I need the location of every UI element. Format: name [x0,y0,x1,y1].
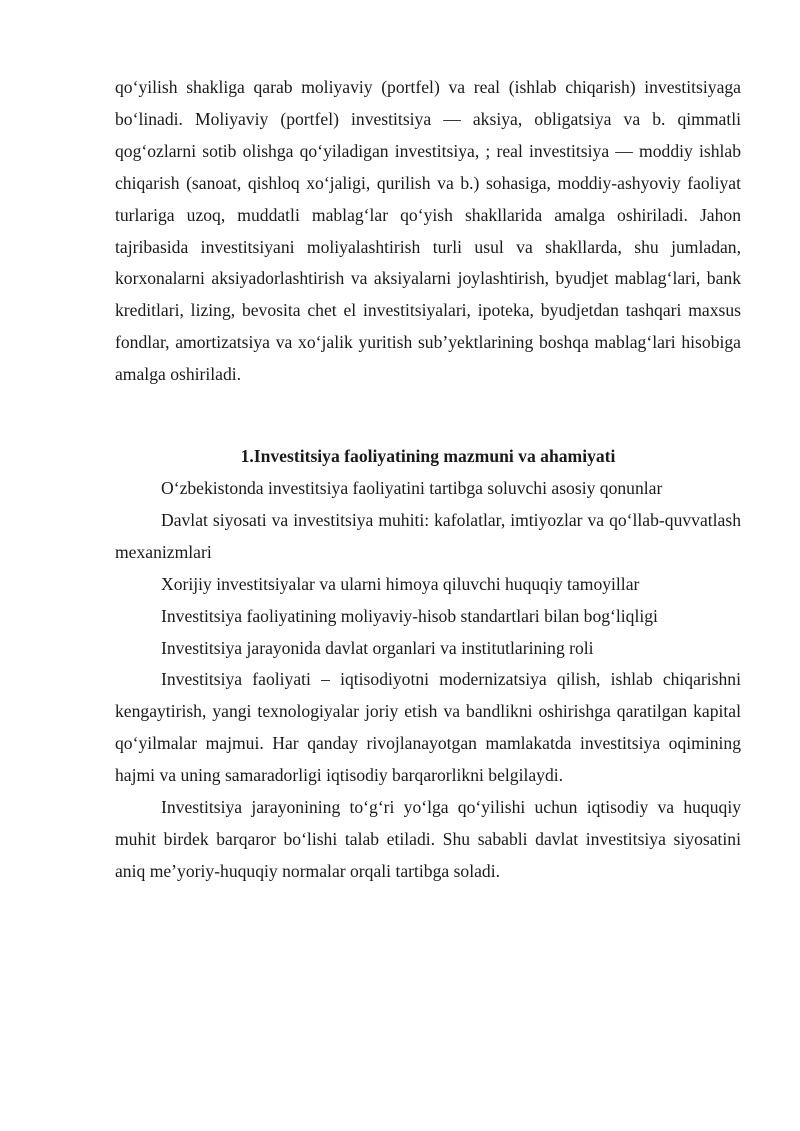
page-content [115,72,741,888]
section-heading: 1.Investitsiya faoliyatining mazmuni va ahamiyati [240,446,616,467]
section-item: Investitsiya jarayonida davlat organlari va institutlarining roli [161,637,594,658]
body-paragraph: Investitsiya jarayonining to‘g‘ri yo‘lga qo‘yilishi uchun iqtisodiy va huquqiy muhit birdek barqaror bo‘lishi talab etiladi. Shu sababli davlat investitsiya siyosatini aniq me’yoriy-huquqiy normalar orqali tartibga soladi. [115,797,741,881]
section-item: Xorijiy investitsiyalar va ularni himoya qiluvchi huquqiy tamoyillar [161,573,640,594]
section-spacer [115,391,741,441]
body-paragraph: Investitsiya faoliyati – iqtisodiyotni modernizatsiya qilish, ishlab chiqarishni kengaytirish, yangi texnologiyalar joriy etish va bandlikni oshirishga qaratilgan kapital qo‘yilmalar majmui. Har qanday rivojlanayotgan mamlakatda investitsiya oqimining hajmi va uning samaradorligi iqtisodiy barqarorlikni belgilaydi. [115,669,741,786]
intro-paragraph: qo‘yilish shakliga qarab moliyaviy (portfel) va real (ishlab chiqarish) investitsiyaga bo‘linadi. Moliyaviy (portfel) investitsiya — aksiya, obligatsiya va b. qimmatli qog‘ozlarni sotib olishga qo‘yiladigan investitsiya, ; real investitsiya — moddiy ishlab chiqarish (sanoat, qishloq xo‘jaligi, qurilish va b.) sohasiga, moddiy-ashyoviy faoliyat turlariga uzoq, muddatli mablag‘lar qo‘yish shakllarida amalga oshiriladi. Jahon tajribasida investitsiyani moliyalashtirish turli usul va shakllarda, shu jumladan, korxonalarni aksiyadorlashtirish va aksiyalarni joylashtirish, byudjet mablag‘lari, bank kreditlari, lizing, bevosita chet el investitsiyalari, ipoteka, byudjetdan tashqari maxsus fondlar, amortizatsiya va xo‘jalik yuritish sub’yektlarining boshqa mablag‘lari hisobiga amalga oshiriladi. [115,77,741,385]
section-item: Investitsiya faoliyatining moliyaviy-hisob standartlari bilan bog‘liqligi [161,605,658,626]
section-item: Davlat siyosati va investitsiya muhiti: kafolatlar, imtiyozlar va qo‘llab-quvvatlash mexanizmlari [115,509,741,562]
section-item: O‘zbekistonda investitsiya faoliyatini tartibga soluvchi asosiy qonunlar [161,477,663,498]
